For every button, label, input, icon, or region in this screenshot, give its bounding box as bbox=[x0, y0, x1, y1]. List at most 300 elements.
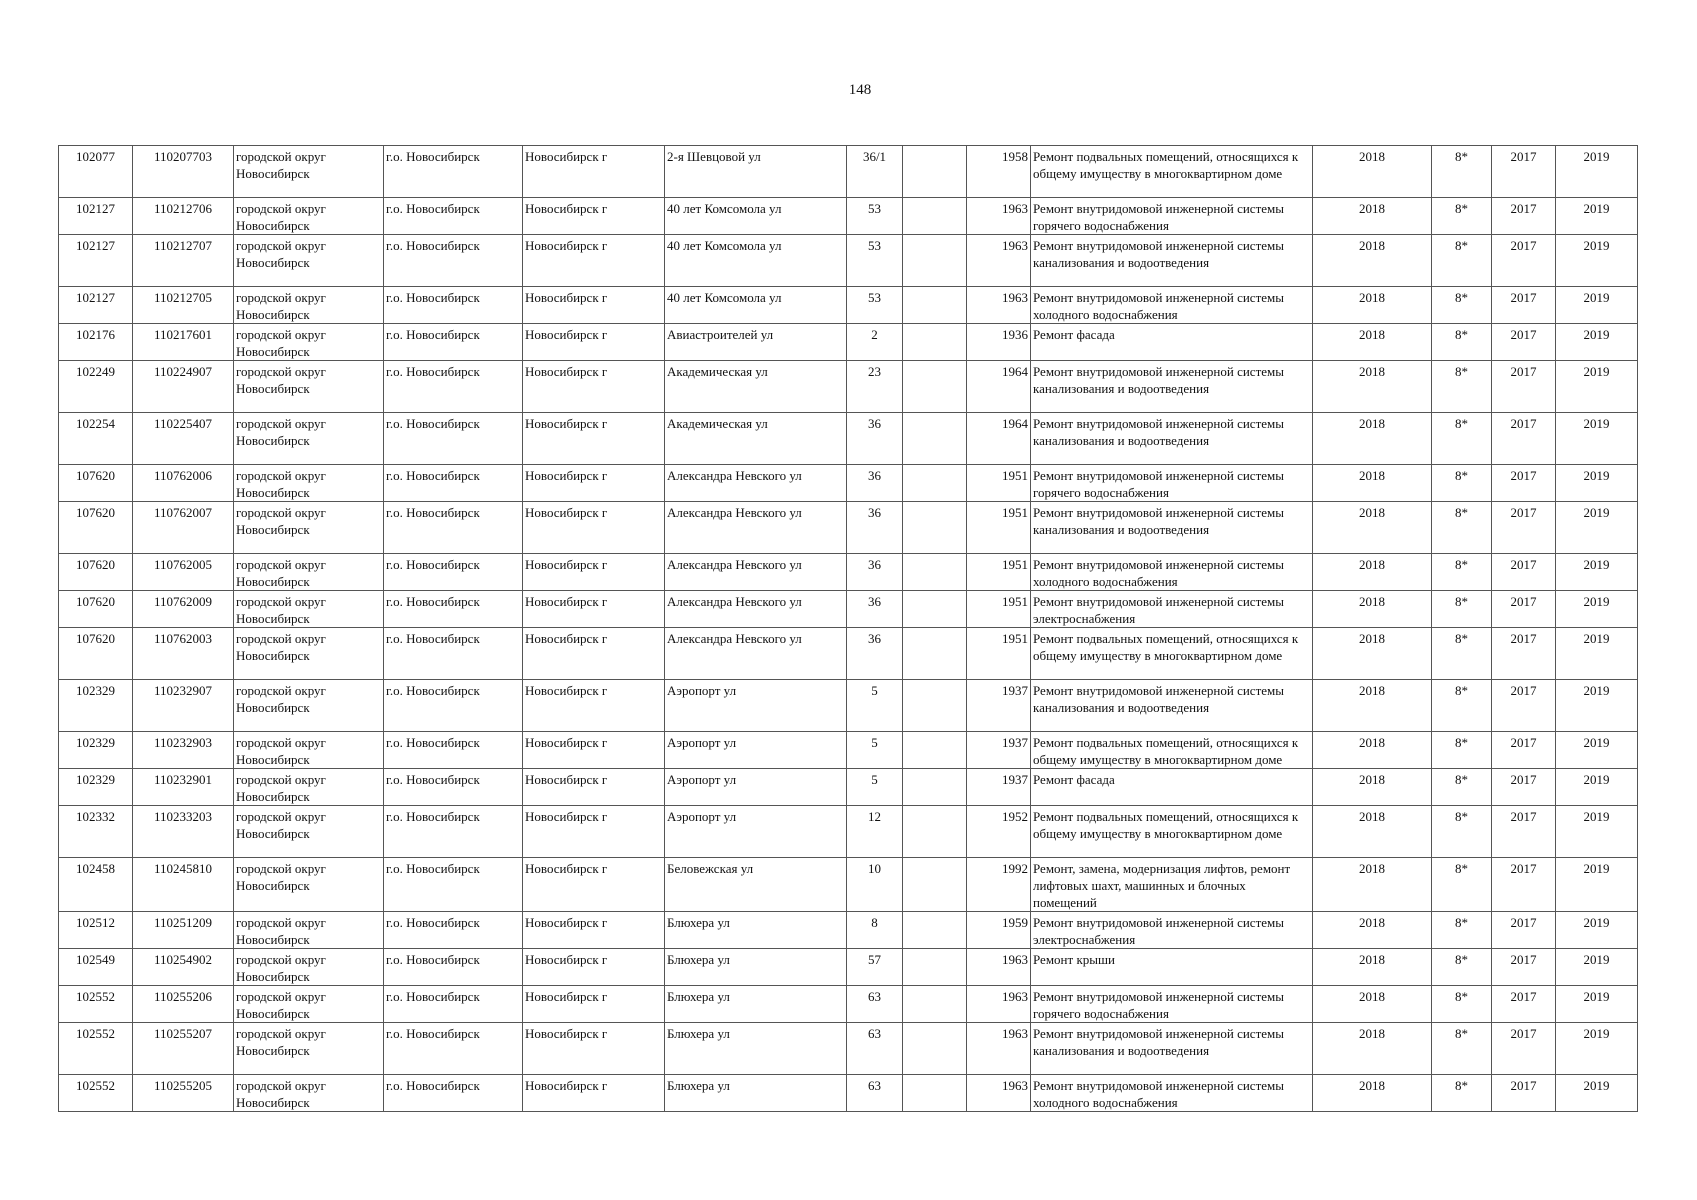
cell-settlement: Новосибирск г bbox=[523, 235, 665, 287]
cell-house-number: 12 bbox=[847, 806, 903, 858]
cell-period-end: 2019 bbox=[1556, 1075, 1638, 1112]
cell-element-id: 110762003 bbox=[133, 628, 234, 680]
cell-period-end: 2019 bbox=[1556, 413, 1638, 465]
cell-element-id: 110225407 bbox=[133, 413, 234, 465]
table-row bbox=[59, 324, 1638, 361]
cell-settlement: Новосибирск г bbox=[523, 732, 665, 769]
cell-settlement: Новосибирск г bbox=[523, 591, 665, 628]
cell-settlement: Новосибирск г bbox=[523, 912, 665, 949]
cell-house-number: 36 bbox=[847, 628, 903, 680]
cell-settlement: Новосибирск г bbox=[523, 769, 665, 806]
cell-priority: 8* bbox=[1432, 361, 1492, 413]
cell-street: Аэропорт ул bbox=[665, 806, 847, 858]
cell-priority: 8* bbox=[1432, 554, 1492, 591]
cell-street: Александра Невского ул bbox=[665, 591, 847, 628]
cell-municipality: городской округ Новосибирск bbox=[234, 628, 384, 680]
cell-building bbox=[903, 413, 967, 465]
table-row bbox=[59, 502, 1638, 554]
cell-municipality: городской округ Новосибирск bbox=[234, 949, 384, 986]
cell-municipality: городской округ Новосибирск bbox=[234, 732, 384, 769]
cell-priority: 8* bbox=[1432, 912, 1492, 949]
cell-settlement: Новосибирск г bbox=[523, 465, 665, 502]
cell-settlement: Новосибирск г bbox=[523, 554, 665, 591]
table-row bbox=[59, 361, 1638, 413]
cell-work-type: Ремонт внутридомовой инженерной системы канализования и водоотведения bbox=[1031, 235, 1313, 287]
cell-municipality: городской округ Новосибирск bbox=[234, 986, 384, 1023]
cell-work-type: Ремонт внутридомовой инженерной системы холодного водоснабжения bbox=[1031, 1075, 1313, 1112]
cell-period-start: 2017 bbox=[1492, 361, 1556, 413]
table-row bbox=[59, 769, 1638, 806]
capital-repair-table bbox=[58, 145, 1638, 1112]
cell-house-number: 5 bbox=[847, 732, 903, 769]
cell-work-type: Ремонт подвальных помещений, относящихся к общему имуществу в многоквартирном доме bbox=[1031, 628, 1313, 680]
table-row bbox=[59, 146, 1638, 198]
cell-period-start: 2017 bbox=[1492, 1075, 1556, 1112]
cell-house-number: 10 bbox=[847, 858, 903, 912]
cell-house-number: 5 bbox=[847, 680, 903, 732]
cell-period-start: 2017 bbox=[1492, 502, 1556, 554]
cell-priority: 8* bbox=[1432, 1023, 1492, 1075]
cell-building bbox=[903, 198, 967, 235]
cell-plan-year: 2018 bbox=[1313, 858, 1432, 912]
cell-street: 40 лет Комсомола ул bbox=[665, 198, 847, 235]
cell-municipal-district: г.о. Новосибирск bbox=[384, 465, 523, 502]
cell-municipal-district: г.о. Новосибирск bbox=[384, 1023, 523, 1075]
cell-municipality: городской округ Новосибирск bbox=[234, 235, 384, 287]
cell-house-number: 63 bbox=[847, 986, 903, 1023]
cell-plan-year: 2018 bbox=[1313, 361, 1432, 413]
cell-period-start: 2017 bbox=[1492, 413, 1556, 465]
cell-street: Авиастроителей ул bbox=[665, 324, 847, 361]
cell-priority: 8* bbox=[1432, 1075, 1492, 1112]
cell-plan-year: 2018 bbox=[1313, 554, 1432, 591]
cell-house-number: 2 bbox=[847, 324, 903, 361]
cell-year-built: 1951 bbox=[967, 465, 1031, 502]
cell-municipality: городской округ Новосибирск bbox=[234, 554, 384, 591]
cell-house-id: 102127 bbox=[59, 287, 133, 324]
cell-street: 40 лет Комсомола ул bbox=[665, 235, 847, 287]
cell-period-start: 2017 bbox=[1492, 591, 1556, 628]
cell-work-type: Ремонт внутридомовой инженерной системы горячего водоснабжения bbox=[1031, 465, 1313, 502]
cell-house-number: 23 bbox=[847, 361, 903, 413]
cell-priority: 8* bbox=[1432, 502, 1492, 554]
cell-building bbox=[903, 324, 967, 361]
cell-year-built: 1951 bbox=[967, 628, 1031, 680]
cell-house-id: 102329 bbox=[59, 732, 133, 769]
cell-plan-year: 2018 bbox=[1313, 591, 1432, 628]
cell-street: Александра Невского ул bbox=[665, 628, 847, 680]
cell-street: Александра Невского ул bbox=[665, 465, 847, 502]
cell-house-id: 102254 bbox=[59, 413, 133, 465]
table-row bbox=[59, 806, 1638, 858]
cell-year-built: 1937 bbox=[967, 732, 1031, 769]
cell-municipal-district: г.о. Новосибирск bbox=[384, 1075, 523, 1112]
cell-year-built: 1951 bbox=[967, 502, 1031, 554]
cell-house-id: 107620 bbox=[59, 502, 133, 554]
cell-settlement: Новосибирск г bbox=[523, 680, 665, 732]
cell-priority: 8* bbox=[1432, 146, 1492, 198]
cell-street: Беловежская ул bbox=[665, 858, 847, 912]
cell-period-start: 2017 bbox=[1492, 235, 1556, 287]
cell-year-built: 1992 bbox=[967, 858, 1031, 912]
cell-work-type: Ремонт внутридомовой инженерной системы электроснабжения bbox=[1031, 912, 1313, 949]
cell-priority: 8* bbox=[1432, 732, 1492, 769]
cell-house-id: 107620 bbox=[59, 465, 133, 502]
table-row bbox=[59, 732, 1638, 769]
cell-year-built: 1964 bbox=[967, 361, 1031, 413]
cell-plan-year: 2018 bbox=[1313, 628, 1432, 680]
cell-house-id: 102458 bbox=[59, 858, 133, 912]
cell-municipal-district: г.о. Новосибирск bbox=[384, 591, 523, 628]
cell-settlement: Новосибирск г bbox=[523, 198, 665, 235]
cell-period-start: 2017 bbox=[1492, 465, 1556, 502]
cell-period-end: 2019 bbox=[1556, 465, 1638, 502]
cell-settlement: Новосибирск г bbox=[523, 628, 665, 680]
cell-element-id: 110207703 bbox=[133, 146, 234, 198]
cell-house-number: 53 bbox=[847, 287, 903, 324]
cell-element-id: 110212706 bbox=[133, 198, 234, 235]
cell-element-id: 110762005 bbox=[133, 554, 234, 591]
cell-period-end: 2019 bbox=[1556, 502, 1638, 554]
cell-period-start: 2017 bbox=[1492, 986, 1556, 1023]
cell-priority: 8* bbox=[1432, 235, 1492, 287]
cell-year-built: 1951 bbox=[967, 554, 1031, 591]
table-row bbox=[59, 680, 1638, 732]
cell-work-type: Ремонт внутридомовой инженерной системы горячего водоснабжения bbox=[1031, 986, 1313, 1023]
cell-house-id: 107620 bbox=[59, 628, 133, 680]
cell-building bbox=[903, 591, 967, 628]
cell-element-id: 110217601 bbox=[133, 324, 234, 361]
cell-period-end: 2019 bbox=[1556, 806, 1638, 858]
cell-municipality: городской округ Новосибирск bbox=[234, 502, 384, 554]
cell-building bbox=[903, 769, 967, 806]
cell-municipality: городской округ Новосибирск bbox=[234, 324, 384, 361]
cell-period-end: 2019 bbox=[1556, 361, 1638, 413]
cell-street: Аэропорт ул bbox=[665, 680, 847, 732]
cell-period-end: 2019 bbox=[1556, 287, 1638, 324]
cell-building bbox=[903, 361, 967, 413]
cell-municipality: городской округ Новосибирск bbox=[234, 680, 384, 732]
table-row bbox=[59, 628, 1638, 680]
cell-municipal-district: г.о. Новосибирск bbox=[384, 680, 523, 732]
cell-building bbox=[903, 680, 967, 732]
cell-municipality: городской округ Новосибирск bbox=[234, 1023, 384, 1075]
cell-work-type: Ремонт подвальных помещений, относящихся к общему имуществу в многоквартирном доме bbox=[1031, 732, 1313, 769]
cell-building bbox=[903, 986, 967, 1023]
cell-street: 40 лет Комсомола ул bbox=[665, 287, 847, 324]
cell-element-id: 110762007 bbox=[133, 502, 234, 554]
cell-building bbox=[903, 235, 967, 287]
cell-municipality: городской округ Новосибирск bbox=[234, 413, 384, 465]
cell-house-number: 63 bbox=[847, 1023, 903, 1075]
cell-settlement: Новосибирск г bbox=[523, 361, 665, 413]
cell-work-type: Ремонт внутридомовой инженерной системы канализования и водоотведения bbox=[1031, 361, 1313, 413]
cell-municipal-district: г.о. Новосибирск bbox=[384, 732, 523, 769]
table-row bbox=[59, 912, 1638, 949]
cell-municipality: городской округ Новосибирск bbox=[234, 912, 384, 949]
cell-period-end: 2019 bbox=[1556, 986, 1638, 1023]
cell-street: Блюхера ул bbox=[665, 1075, 847, 1112]
cell-element-id: 110232901 bbox=[133, 769, 234, 806]
table-row bbox=[59, 986, 1638, 1023]
cell-priority: 8* bbox=[1432, 413, 1492, 465]
cell-period-end: 2019 bbox=[1556, 628, 1638, 680]
cell-municipal-district: г.о. Новосибирск bbox=[384, 413, 523, 465]
cell-period-end: 2019 bbox=[1556, 591, 1638, 628]
cell-settlement: Новосибирск г bbox=[523, 287, 665, 324]
cell-municipality: городской округ Новосибирск bbox=[234, 591, 384, 628]
cell-house-number: 36 bbox=[847, 502, 903, 554]
cell-year-built: 1963 bbox=[967, 1075, 1031, 1112]
cell-period-end: 2019 bbox=[1556, 554, 1638, 591]
cell-house-id: 102552 bbox=[59, 1023, 133, 1075]
cell-year-built: 1963 bbox=[967, 949, 1031, 986]
cell-year-built: 1963 bbox=[967, 198, 1031, 235]
cell-house-number: 57 bbox=[847, 949, 903, 986]
cell-house-number: 36 bbox=[847, 554, 903, 591]
cell-priority: 8* bbox=[1432, 806, 1492, 858]
cell-period-end: 2019 bbox=[1556, 198, 1638, 235]
cell-street: Блюхера ул bbox=[665, 912, 847, 949]
cell-work-type: Ремонт внутридомовой инженерной системы холодного водоснабжения bbox=[1031, 554, 1313, 591]
cell-street: Аэропорт ул bbox=[665, 769, 847, 806]
cell-period-end: 2019 bbox=[1556, 324, 1638, 361]
cell-work-type: Ремонт крыши bbox=[1031, 949, 1313, 986]
cell-element-id: 110762006 bbox=[133, 465, 234, 502]
cell-period-start: 2017 bbox=[1492, 554, 1556, 591]
cell-house-number: 36/1 bbox=[847, 146, 903, 198]
cell-municipal-district: г.о. Новосибирск bbox=[384, 198, 523, 235]
cell-plan-year: 2018 bbox=[1313, 324, 1432, 361]
cell-priority: 8* bbox=[1432, 287, 1492, 324]
table-row bbox=[59, 465, 1638, 502]
cell-period-end: 2019 bbox=[1556, 732, 1638, 769]
cell-municipality: городской округ Новосибирск bbox=[234, 146, 384, 198]
cell-priority: 8* bbox=[1432, 858, 1492, 912]
cell-period-start: 2017 bbox=[1492, 858, 1556, 912]
cell-house-id: 102329 bbox=[59, 769, 133, 806]
cell-element-id: 110762009 bbox=[133, 591, 234, 628]
cell-year-built: 1963 bbox=[967, 287, 1031, 324]
cell-house-id: 102549 bbox=[59, 949, 133, 986]
cell-plan-year: 2018 bbox=[1313, 769, 1432, 806]
cell-element-id: 110245810 bbox=[133, 858, 234, 912]
cell-priority: 8* bbox=[1432, 949, 1492, 986]
cell-element-id: 110224907 bbox=[133, 361, 234, 413]
cell-year-built: 1963 bbox=[967, 235, 1031, 287]
cell-building bbox=[903, 554, 967, 591]
table-row bbox=[59, 413, 1638, 465]
cell-year-built: 1936 bbox=[967, 324, 1031, 361]
cell-plan-year: 2018 bbox=[1313, 986, 1432, 1023]
cell-house-number: 8 bbox=[847, 912, 903, 949]
cell-period-end: 2019 bbox=[1556, 680, 1638, 732]
table-row bbox=[59, 949, 1638, 986]
cell-plan-year: 2018 bbox=[1313, 198, 1432, 235]
cell-period-start: 2017 bbox=[1492, 806, 1556, 858]
cell-plan-year: 2018 bbox=[1313, 502, 1432, 554]
cell-plan-year: 2018 bbox=[1313, 732, 1432, 769]
cell-municipal-district: г.о. Новосибирск bbox=[384, 628, 523, 680]
cell-plan-year: 2018 bbox=[1313, 235, 1432, 287]
cell-building bbox=[903, 732, 967, 769]
cell-plan-year: 2018 bbox=[1313, 465, 1432, 502]
cell-municipality: городской округ Новосибирск bbox=[234, 858, 384, 912]
cell-work-type: Ремонт подвальных помещений, относящихся к общему имуществу в многоквартирном доме bbox=[1031, 806, 1313, 858]
cell-municipality: городской округ Новосибирск bbox=[234, 287, 384, 324]
cell-municipality: городской округ Новосибирск bbox=[234, 806, 384, 858]
cell-building bbox=[903, 1023, 967, 1075]
cell-period-start: 2017 bbox=[1492, 198, 1556, 235]
cell-municipal-district: г.о. Новосибирск bbox=[384, 324, 523, 361]
cell-year-built: 1952 bbox=[967, 806, 1031, 858]
cell-house-id: 102552 bbox=[59, 1075, 133, 1112]
cell-municipal-district: г.о. Новосибирск bbox=[384, 912, 523, 949]
cell-house-id: 102249 bbox=[59, 361, 133, 413]
cell-element-id: 110251209 bbox=[133, 912, 234, 949]
cell-year-built: 1959 bbox=[967, 912, 1031, 949]
cell-work-type: Ремонт внутридомовой инженерной системы канализования и водоотведения bbox=[1031, 413, 1313, 465]
cell-year-built: 1951 bbox=[967, 591, 1031, 628]
cell-year-built: 1937 bbox=[967, 680, 1031, 732]
cell-plan-year: 2018 bbox=[1313, 949, 1432, 986]
table-row bbox=[59, 554, 1638, 591]
page-number: 148 bbox=[848, 82, 872, 98]
cell-year-built: 1963 bbox=[967, 986, 1031, 1023]
cell-work-type: Ремонт внутридомовой инженерной системы электроснабжения bbox=[1031, 591, 1313, 628]
cell-element-id: 110232903 bbox=[133, 732, 234, 769]
cell-period-start: 2017 bbox=[1492, 912, 1556, 949]
cell-street: Академическая ул bbox=[665, 361, 847, 413]
cell-period-end: 2019 bbox=[1556, 235, 1638, 287]
cell-settlement: Новосибирск г bbox=[523, 986, 665, 1023]
cell-house-id: 102332 bbox=[59, 806, 133, 858]
cell-period-end: 2019 bbox=[1556, 769, 1638, 806]
cell-building bbox=[903, 502, 967, 554]
cell-work-type: Ремонт внутридомовой инженерной системы горячего водоснабжения bbox=[1031, 198, 1313, 235]
cell-settlement: Новосибирск г bbox=[523, 806, 665, 858]
cell-settlement: Новосибирск г bbox=[523, 413, 665, 465]
cell-period-end: 2019 bbox=[1556, 912, 1638, 949]
cell-municipal-district: г.о. Новосибирск bbox=[384, 502, 523, 554]
cell-period-start: 2017 bbox=[1492, 732, 1556, 769]
cell-municipality: городской округ Новосибирск bbox=[234, 361, 384, 413]
cell-building bbox=[903, 949, 967, 986]
cell-period-end: 2019 bbox=[1556, 1023, 1638, 1075]
cell-street: Блюхера ул bbox=[665, 949, 847, 986]
cell-plan-year: 2018 bbox=[1313, 912, 1432, 949]
table-row bbox=[59, 198, 1638, 235]
cell-work-type: Ремонт подвальных помещений, относящихся к общему имуществу в многоквартирном доме bbox=[1031, 146, 1313, 198]
cell-element-id: 110254902 bbox=[133, 949, 234, 986]
cell-municipality: городской округ Новосибирск bbox=[234, 769, 384, 806]
cell-period-start: 2017 bbox=[1492, 146, 1556, 198]
cell-street: Блюхера ул bbox=[665, 1023, 847, 1075]
cell-street: Блюхера ул bbox=[665, 986, 847, 1023]
cell-house-id: 102077 bbox=[59, 146, 133, 198]
cell-element-id: 110233203 bbox=[133, 806, 234, 858]
cell-work-type: Ремонт фасада bbox=[1031, 769, 1313, 806]
cell-house-id: 102512 bbox=[59, 912, 133, 949]
cell-street: 2-я Шевцовой ул bbox=[665, 146, 847, 198]
cell-municipal-district: г.о. Новосибирск bbox=[384, 769, 523, 806]
cell-year-built: 1937 bbox=[967, 769, 1031, 806]
table-row bbox=[59, 591, 1638, 628]
cell-priority: 8* bbox=[1432, 680, 1492, 732]
cell-house-number: 53 bbox=[847, 198, 903, 235]
cell-period-start: 2017 bbox=[1492, 680, 1556, 732]
cell-plan-year: 2018 bbox=[1313, 146, 1432, 198]
cell-plan-year: 2018 bbox=[1313, 287, 1432, 324]
cell-building bbox=[903, 858, 967, 912]
cell-period-start: 2017 bbox=[1492, 628, 1556, 680]
cell-period-start: 2017 bbox=[1492, 769, 1556, 806]
cell-period-end: 2019 bbox=[1556, 949, 1638, 986]
cell-period-end: 2019 bbox=[1556, 858, 1638, 912]
cell-settlement: Новосибирск г bbox=[523, 858, 665, 912]
cell-municipal-district: г.о. Новосибирск bbox=[384, 806, 523, 858]
cell-municipality: городской округ Новосибирск bbox=[234, 465, 384, 502]
cell-building bbox=[903, 146, 967, 198]
table-row bbox=[59, 235, 1638, 287]
cell-house-number: 36 bbox=[847, 413, 903, 465]
cell-street: Аэропорт ул bbox=[665, 732, 847, 769]
cell-work-type: Ремонт внутридомовой инженерной системы канализования и водоотведения bbox=[1031, 502, 1313, 554]
cell-municipal-district: г.о. Новосибирск bbox=[384, 986, 523, 1023]
cell-settlement: Новосибирск г bbox=[523, 146, 665, 198]
cell-house-id: 102127 bbox=[59, 198, 133, 235]
table-row bbox=[59, 1023, 1638, 1075]
cell-year-built: 1963 bbox=[967, 1023, 1031, 1075]
cell-period-end: 2019 bbox=[1556, 146, 1638, 198]
cell-element-id: 110212705 bbox=[133, 287, 234, 324]
cell-plan-year: 2018 bbox=[1313, 413, 1432, 465]
cell-house-id: 107620 bbox=[59, 554, 133, 591]
cell-priority: 8* bbox=[1432, 324, 1492, 361]
cell-building bbox=[903, 287, 967, 324]
cell-settlement: Новосибирск г bbox=[523, 1023, 665, 1075]
cell-settlement: Новосибирск г bbox=[523, 949, 665, 986]
cell-priority: 8* bbox=[1432, 591, 1492, 628]
cell-priority: 8* bbox=[1432, 769, 1492, 806]
cell-element-id: 110232907 bbox=[133, 680, 234, 732]
cell-plan-year: 2018 bbox=[1313, 1023, 1432, 1075]
cell-plan-year: 2018 bbox=[1313, 1075, 1432, 1112]
cell-house-id: 102176 bbox=[59, 324, 133, 361]
cell-municipality: городской округ Новосибирск bbox=[234, 1075, 384, 1112]
cell-building bbox=[903, 806, 967, 858]
cell-street: Академическая ул bbox=[665, 413, 847, 465]
table-row bbox=[59, 287, 1638, 324]
cell-priority: 8* bbox=[1432, 198, 1492, 235]
cell-work-type: Ремонт внутридомовой инженерной системы холодного водоснабжения bbox=[1031, 287, 1313, 324]
cell-house-id: 102127 bbox=[59, 235, 133, 287]
cell-house-id: 102552 bbox=[59, 986, 133, 1023]
cell-period-start: 2017 bbox=[1492, 287, 1556, 324]
cell-building bbox=[903, 912, 967, 949]
cell-priority: 8* bbox=[1432, 986, 1492, 1023]
cell-house-number: 63 bbox=[847, 1075, 903, 1112]
cell-work-type: Ремонт внутридомовой инженерной системы канализования и водоотведения bbox=[1031, 1023, 1313, 1075]
cell-municipal-district: г.о. Новосибирск bbox=[384, 235, 523, 287]
cell-priority: 8* bbox=[1432, 465, 1492, 502]
cell-building bbox=[903, 465, 967, 502]
cell-street: Александра Невского ул bbox=[665, 502, 847, 554]
cell-work-type: Ремонт, замена, модернизация лифтов, ремонт лифтовых шахт, машинных и блочных помещений bbox=[1031, 858, 1313, 912]
cell-street: Александра Невского ул bbox=[665, 554, 847, 591]
cell-municipal-district: г.о. Новосибирск bbox=[384, 554, 523, 591]
cell-priority: 8* bbox=[1432, 628, 1492, 680]
